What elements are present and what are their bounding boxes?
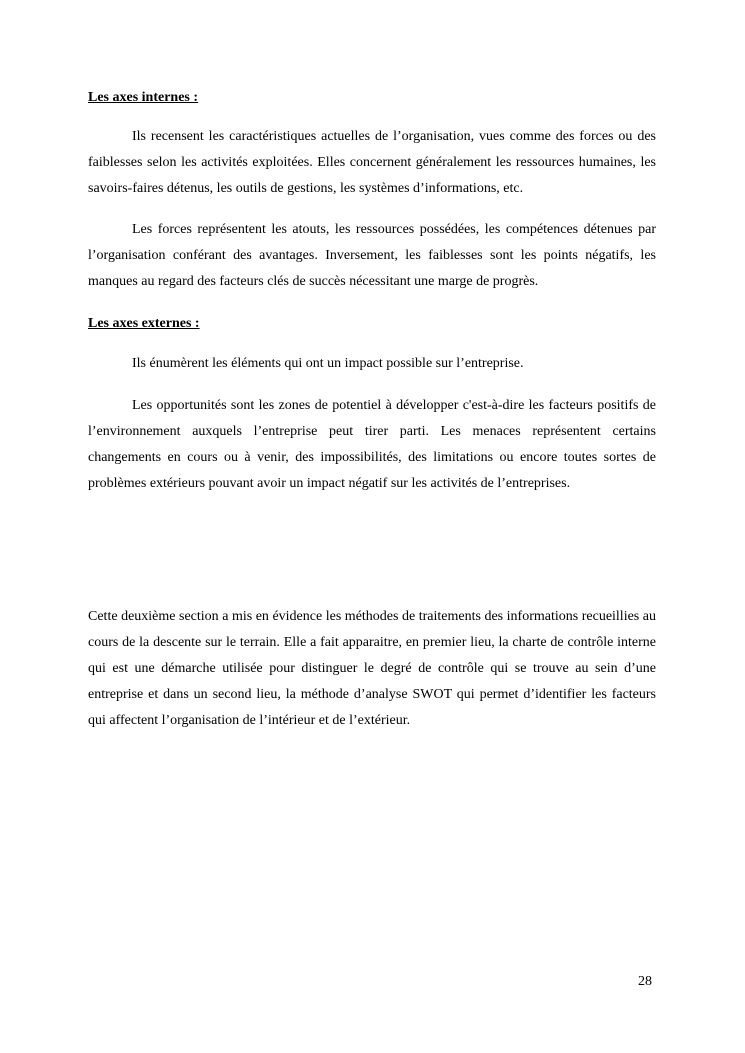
external-axes-heading: Les axes externes : xyxy=(88,316,200,331)
internal-axes-paragraph-2: Les forces représentent les atouts, les ressources possédées, les compétences détenues par l’organisation conférant des avantages. Inversement, les faiblesses sont les points négatifs, les manques au regard des facteurs clés de succès nécessitant une marge de progrès. xyxy=(88,222,656,289)
internal-axes-heading: Les axes internes : xyxy=(88,90,199,105)
internal-axes-paragraph-1: Ils recensent les caractéristiques actuelles de l’organisation, vues comme des forces ou des faiblesses selon les activités exploitées. Elles concernent généralement les ressources humaines, les savoirs-faires détenus, les outils de gestions, les systèmes d’informations, etc. xyxy=(88,129,656,196)
external-axes-paragraph-2: Les opportunités sont les zones de potentiel à développer c'est-à-dire les facteurs positifs de l’environnement auxquels l’entreprise peut tirer parti. Les menaces représentent certains changements en cours ou à venir, des impossibilités, des limitations ou encore toutes sortes de problèmes extérieurs pouvant avoir un impact négatif sur les activités de l’entreprises. xyxy=(88,398,656,491)
page-number: 28 xyxy=(638,974,652,989)
conclusion-paragraph: Cette deuxième section a mis en évidence les méthodes de traitements des informations recueillies au cours de la descente sur le terrain. Elle a fait apparaitre, en premier lieu, la charte de contrôle interne qui est une démarche utilisée pour distinguer le degré de contrôle qui se trouve au sein d’une entreprise et dans un second lieu, la méthode d’analyse SWOT qui permet d’identifier les facteurs qui affectent l’organisation de l’intérieur et de l’extérieur. xyxy=(88,609,656,728)
external-axes-paragraph-1: Ils énumèrent les éléments qui ont un impact possible sur l’entreprise. xyxy=(132,356,524,371)
